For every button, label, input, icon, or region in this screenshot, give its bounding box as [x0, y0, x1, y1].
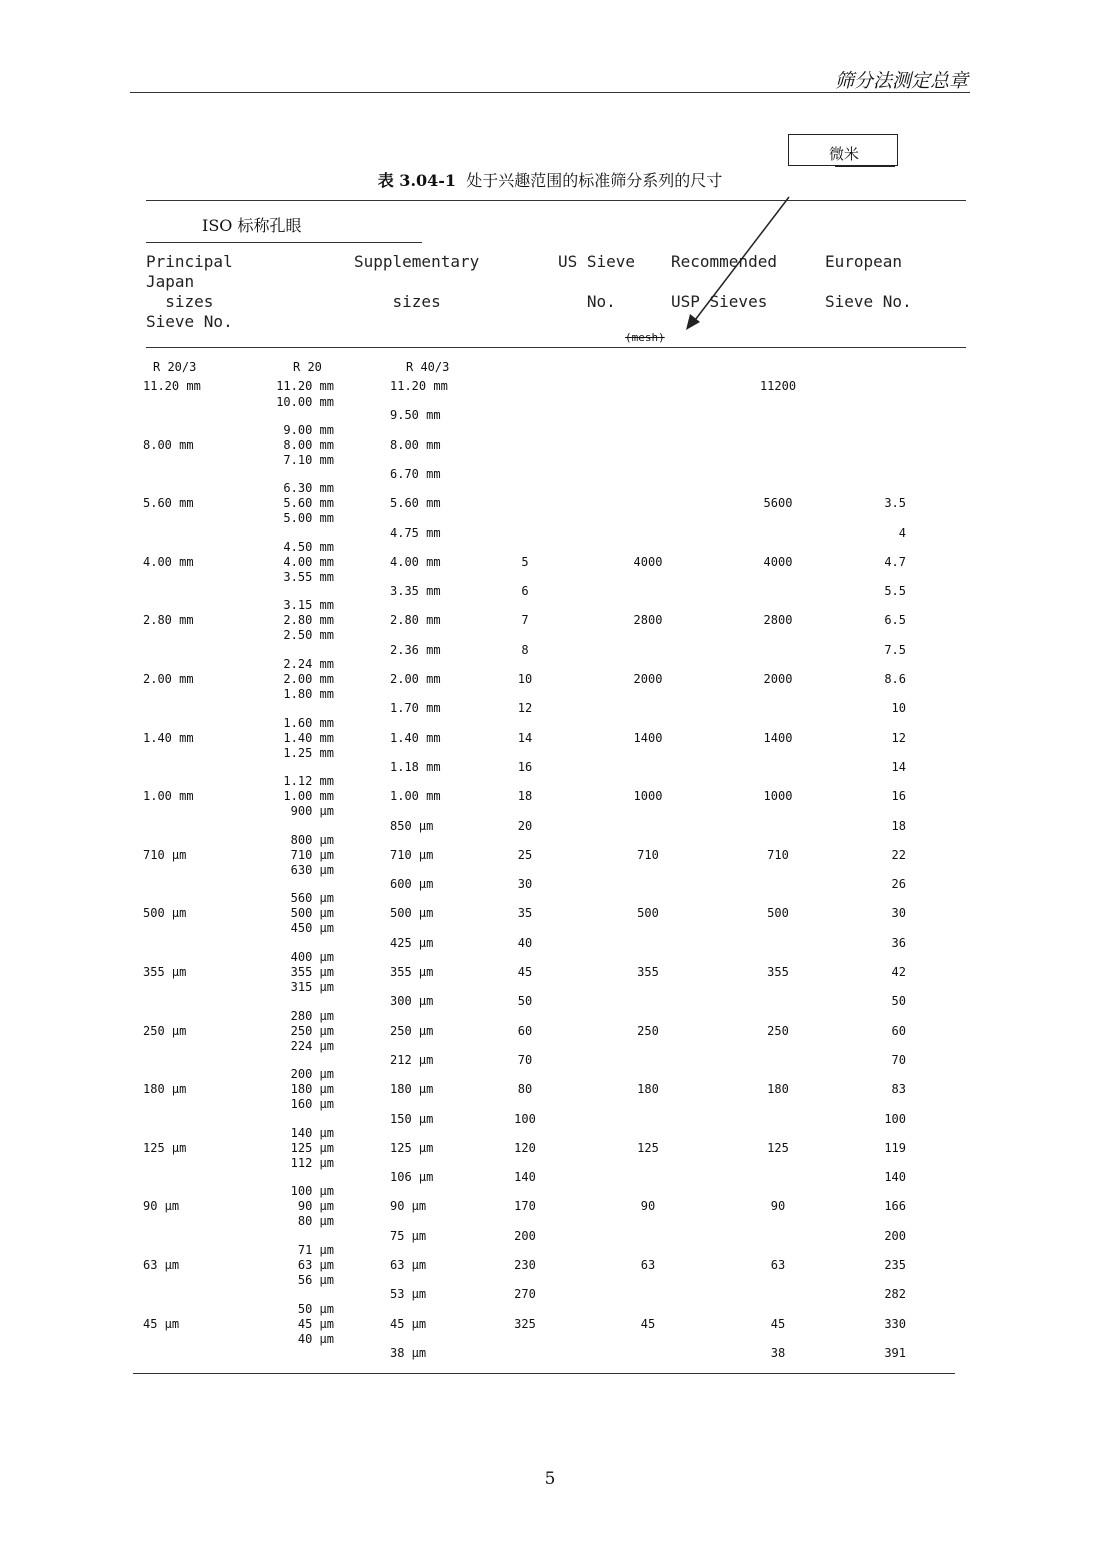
cell-european: 60 — [891, 1023, 906, 1038]
cell-european: 140 — [884, 1170, 906, 1185]
cell-r20: 4.50 mm — [283, 539, 334, 554]
cell-principal: 45 µm — [143, 1316, 180, 1331]
cell-european: 8.6 — [884, 672, 906, 686]
cell-us-sieve: 80 — [517, 1082, 533, 1097]
cell-r40-3: 6.70 mm — [390, 466, 441, 481]
cell-recommended: 125 — [767, 1140, 789, 1155]
cell-r40-3: 9.50 mm — [390, 408, 441, 423]
running-header-title: 筛分法测定总章 — [834, 70, 968, 92]
cell-us-sieve: 200 — [514, 1228, 536, 1243]
cell-usp-mesh: 1400 — [633, 730, 663, 745]
cell-recommended: 38 — [770, 1345, 786, 1360]
cell-r40-3: 2.36 mm — [390, 642, 441, 657]
cell-principal: 90 µm — [143, 1199, 180, 1214]
cell-r20: 315 µm — [290, 980, 334, 994]
cell-us-sieve: 230 — [514, 1258, 536, 1272]
cell-r40-3: 425 µm — [390, 935, 434, 950]
cell-usp-mesh: 4000 — [633, 554, 663, 569]
cell-r40-3: 600 µm — [390, 877, 434, 892]
cell-r20: 250 µm — [290, 1023, 334, 1038]
cell-european: 235 — [884, 1258, 906, 1272]
cell-r40-3: 300 µm — [390, 994, 434, 1009]
cell-us-sieve: 140 — [514, 1170, 536, 1185]
header-us-sieve: US Sieve No. — [558, 252, 636, 311]
cell-european: 26 — [891, 877, 906, 892]
header-supplementary: Supplementary sizes — [354, 252, 480, 311]
cell-recommended: 2800 — [763, 613, 793, 628]
cell-r40-3: 11.20 mm — [390, 379, 448, 393]
cell-r20: 80 µm — [297, 1214, 334, 1229]
cell-r20: 630 µm — [290, 862, 334, 877]
cell-european: 6.5 — [884, 613, 906, 628]
cell-principal: 250 µm — [143, 1023, 187, 1038]
cell-recommended: 5600 — [763, 496, 793, 511]
series-label-r40-3: R 40/3 — [406, 360, 450, 374]
cell-r20: 90 µm — [297, 1199, 334, 1214]
cell-recommended: 710 — [767, 847, 789, 862]
cell-principal: 4.00 mm — [143, 554, 194, 569]
cell-r20: 4.00 mm — [283, 554, 334, 569]
cell-r40-3: 1.70 mm — [390, 701, 441, 716]
cell-r20: 800 µm — [290, 832, 334, 847]
cell-us-sieve: 7 — [521, 613, 529, 628]
iso-group-label: ISO 标称孔眼 — [202, 216, 302, 235]
cell-principal: 5.60 mm — [143, 496, 194, 511]
cell-us-sieve: 16 — [517, 759, 533, 774]
table-bottom-rule — [133, 1373, 955, 1374]
cell-recommended: 11200 — [759, 379, 797, 393]
annotation-label: 微米 — [829, 145, 860, 163]
cell-r40-3: 75 µm — [390, 1228, 427, 1243]
cell-r20: 355 µm — [290, 965, 334, 979]
cell-us-sieve: 20 — [517, 818, 533, 833]
cell-usp-mesh: 180 — [637, 1082, 659, 1097]
cell-r20: 3.15 mm — [283, 598, 334, 613]
cell-r20: 500 µm — [290, 906, 334, 921]
cell-r20: 280 µm — [290, 1008, 334, 1023]
cell-r20: 9.00 mm — [283, 422, 334, 437]
cell-principal: 1.00 mm — [143, 789, 194, 804]
cell-r40-3: 150 µm — [390, 1111, 434, 1126]
cell-european: 18 — [891, 818, 906, 833]
cell-r40-3: 53 µm — [390, 1287, 427, 1302]
cell-us-sieve: 10 — [517, 672, 533, 686]
cell-usp-mesh: 250 — [637, 1023, 659, 1038]
cell-r40-3: 106 µm — [390, 1170, 434, 1185]
cell-r20: 400 µm — [290, 950, 334, 964]
cell-principal: 8.00 mm — [143, 437, 194, 452]
page-number: 5 — [544, 1469, 556, 1489]
cell-european: 5.5 — [884, 584, 906, 599]
cell-european: 4.7 — [884, 554, 906, 569]
cell-us-sieve: 8 — [521, 642, 529, 657]
cell-r20: 900 µm — [290, 804, 334, 819]
cell-r40-3: 5.60 mm — [390, 496, 441, 511]
cell-r20: 11.20 mm — [276, 379, 334, 393]
cell-recommended: 45 — [770, 1316, 786, 1331]
cell-us-sieve: 30 — [517, 877, 533, 892]
cell-principal: 11.20 mm — [143, 379, 201, 393]
cell-us-sieve: 170 — [514, 1199, 536, 1214]
cell-european: 4 — [898, 525, 906, 540]
cell-usp-mesh: 500 — [637, 906, 659, 921]
cell-usp-mesh: 1000 — [633, 789, 663, 804]
cell-european: 83 — [891, 1082, 906, 1097]
cell-r40-3: 2.80 mm — [390, 613, 441, 628]
cell-usp-mesh: 45 — [640, 1316, 656, 1331]
cell-us-sieve: 270 — [514, 1287, 536, 1302]
cell-us-sieve: 40 — [517, 935, 533, 950]
cell-principal: 125 µm — [143, 1140, 187, 1155]
cell-us-sieve: 50 — [517, 994, 533, 1009]
cell-european: 166 — [884, 1199, 906, 1214]
cell-r20: 200 µm — [290, 1067, 334, 1082]
cell-european: 282 — [884, 1287, 906, 1302]
cell-european: 391 — [884, 1345, 906, 1360]
cell-recommended: 1000 — [763, 789, 793, 804]
cell-r20: 6.30 mm — [283, 481, 334, 496]
cell-principal: 63 µm — [143, 1258, 180, 1272]
cell-r20: 180 µm — [290, 1082, 334, 1097]
cell-us-sieve: 325 — [514, 1316, 536, 1331]
cell-r20: 560 µm — [290, 891, 334, 906]
cell-r20: 710 µm — [290, 847, 334, 862]
cell-r20: 71 µm — [297, 1243, 334, 1257]
arrow-line — [692, 197, 789, 324]
cell-r40-3: 63 µm — [390, 1258, 427, 1272]
cell-recommended: 63 — [770, 1258, 786, 1272]
cell-r40-3: 1.18 mm — [390, 759, 441, 774]
cell-us-sieve: 120 — [514, 1140, 536, 1155]
cell-r40-3: 250 µm — [390, 1023, 434, 1038]
cell-principal: 180 µm — [143, 1082, 187, 1097]
cell-european: 22 — [891, 847, 906, 862]
cell-principal: 355 µm — [143, 965, 187, 979]
cell-r20: 100 µm — [290, 1184, 334, 1199]
cell-r40-3: 500 µm — [390, 906, 434, 921]
cell-r40-3: 850 µm — [390, 818, 434, 833]
cell-r40-3: 355 µm — [390, 965, 434, 979]
cell-r20: 1.80 mm — [283, 687, 334, 701]
cell-r20: 1.12 mm — [283, 774, 334, 789]
cell-european: 10 — [891, 701, 906, 716]
cell-r20: 450 µm — [290, 921, 334, 936]
cell-european: 16 — [891, 789, 906, 804]
cell-r20: 140 µm — [290, 1125, 334, 1140]
cell-us-sieve: 18 — [517, 789, 533, 804]
cell-r20: 1.25 mm — [283, 745, 334, 760]
cell-european: 30 — [891, 906, 906, 921]
caption-number: 表 3.04-1 — [377, 171, 457, 190]
cell-r20: 63 µm — [297, 1258, 334, 1272]
cell-european: 70 — [891, 1052, 906, 1067]
cell-r20: 7.10 mm — [283, 452, 334, 467]
cell-r40-3: 8.00 mm — [390, 437, 441, 452]
cell-european: 36 — [891, 935, 906, 950]
cell-recommended: 1400 — [763, 730, 793, 745]
cell-us-sieve: 25 — [517, 847, 533, 862]
cell-r20: 5.00 mm — [283, 511, 334, 526]
cell-r40-3: 180 µm — [390, 1082, 434, 1097]
cell-r20: 125 µm — [290, 1140, 334, 1155]
cell-principal: 500 µm — [143, 906, 187, 921]
cell-european: 42 — [891, 965, 906, 979]
cell-usp-mesh: 710 — [637, 847, 659, 862]
cell-usp-mesh: 2800 — [633, 613, 663, 628]
cell-r20: 8.00 mm — [283, 437, 334, 452]
cell-us-sieve: 35 — [517, 906, 533, 921]
cell-r40-3: 4.75 mm — [390, 525, 441, 540]
cell-us-sieve: 70 — [517, 1052, 533, 1067]
cell-us-sieve: 100 — [514, 1111, 536, 1126]
header-principal: Principal Japan sizes Sieve No. — [146, 252, 233, 331]
series-label-r20-3: R 20/3 — [153, 360, 197, 374]
cell-r20: 2.80 mm — [283, 613, 334, 628]
cell-r20: 1.60 mm — [283, 715, 334, 730]
cell-r40-3: 710 µm — [390, 847, 434, 862]
cell-r20: 2.50 mm — [283, 628, 334, 643]
annotation-arrow — [0, 0, 1100, 400]
cell-r20: 45 µm — [297, 1316, 334, 1331]
cell-european: 330 — [884, 1316, 906, 1331]
cell-us-sieve: 6 — [521, 584, 529, 599]
cell-usp-mesh: 90 — [640, 1199, 656, 1214]
cell-r40-3: 2.00 mm — [390, 672, 441, 686]
cell-r20: 40 µm — [297, 1331, 334, 1346]
cell-european: 14 — [891, 759, 906, 774]
mesh-note: (mesh) — [625, 331, 665, 344]
cell-usp-mesh: 2000 — [633, 672, 663, 686]
cell-us-sieve: 12 — [517, 701, 533, 716]
cell-principal: 2.80 mm — [143, 613, 194, 628]
cell-r40-3: 3.35 mm — [390, 584, 441, 599]
cell-european: 3.5 — [884, 496, 906, 511]
cell-recommended: 90 — [770, 1199, 786, 1214]
caption-text: 处于兴趣范围的标准筛分系列的尺寸 — [466, 171, 723, 190]
cell-european: 7.5 — [884, 642, 906, 657]
header-recommended: Recommended USP Sieves — [671, 252, 777, 311]
cell-r40-3: 45 µm — [390, 1316, 427, 1331]
cell-r20: 160 µm — [290, 1097, 334, 1112]
cell-recommended: 250 — [767, 1023, 789, 1038]
cell-r40-3: 125 µm — [390, 1140, 434, 1155]
cell-european: 50 — [891, 994, 906, 1009]
cell-r40-3: 1.40 mm — [390, 730, 441, 745]
cell-recommended: 355 — [767, 965, 789, 979]
cell-r40-3: 4.00 mm — [390, 554, 441, 569]
cell-r20: 5.60 mm — [283, 496, 334, 511]
cell-principal: 710 µm — [143, 847, 187, 862]
cell-principal: 2.00 mm — [143, 672, 194, 686]
cell-r40-3: 38 µm — [390, 1345, 427, 1360]
cell-european: 119 — [884, 1140, 906, 1155]
cell-recommended: 500 — [767, 906, 789, 921]
cell-r40-3: 1.00 mm — [390, 789, 441, 804]
cell-usp-mesh: 125 — [637, 1140, 659, 1155]
cell-r20: 56 µm — [297, 1273, 334, 1287]
cell-r40-3: 90 µm — [390, 1199, 427, 1214]
cell-recommended: 2000 — [763, 672, 793, 686]
cell-european: 12 — [891, 730, 906, 745]
cell-usp-mesh: 355 — [637, 965, 659, 979]
cell-r20: 1.00 mm — [283, 789, 334, 804]
cell-recommended: 4000 — [763, 554, 793, 569]
cell-r40-3: 212 µm — [390, 1052, 434, 1067]
cell-r20: 10.00 mm — [276, 395, 334, 409]
cell-r20: 1.40 mm — [283, 730, 334, 745]
cell-us-sieve: 45 — [517, 965, 533, 979]
cell-european: 100 — [884, 1111, 906, 1126]
cell-usp-mesh: 63 — [640, 1258, 656, 1272]
cell-us-sieve: 14 — [517, 730, 533, 745]
cell-r20: 50 µm — [297, 1301, 334, 1316]
cell-recommended: 180 — [767, 1082, 789, 1097]
header-bottom-rule — [146, 347, 966, 348]
cell-us-sieve: 60 — [517, 1023, 533, 1038]
cell-european: 200 — [884, 1228, 906, 1243]
cell-r20: 2.00 mm — [283, 672, 334, 686]
series-label-r20: R 20 — [293, 360, 322, 374]
cell-r20: 2.24 mm — [283, 657, 334, 671]
cell-r20: 3.55 mm — [283, 569, 334, 584]
cell-r20: 224 µm — [290, 1038, 334, 1053]
cell-us-sieve: 5 — [521, 554, 529, 569]
cell-r20: 112 µm — [290, 1155, 334, 1170]
header-european: European Sieve No. — [825, 252, 912, 311]
cell-principal: 1.40 mm — [143, 730, 194, 745]
